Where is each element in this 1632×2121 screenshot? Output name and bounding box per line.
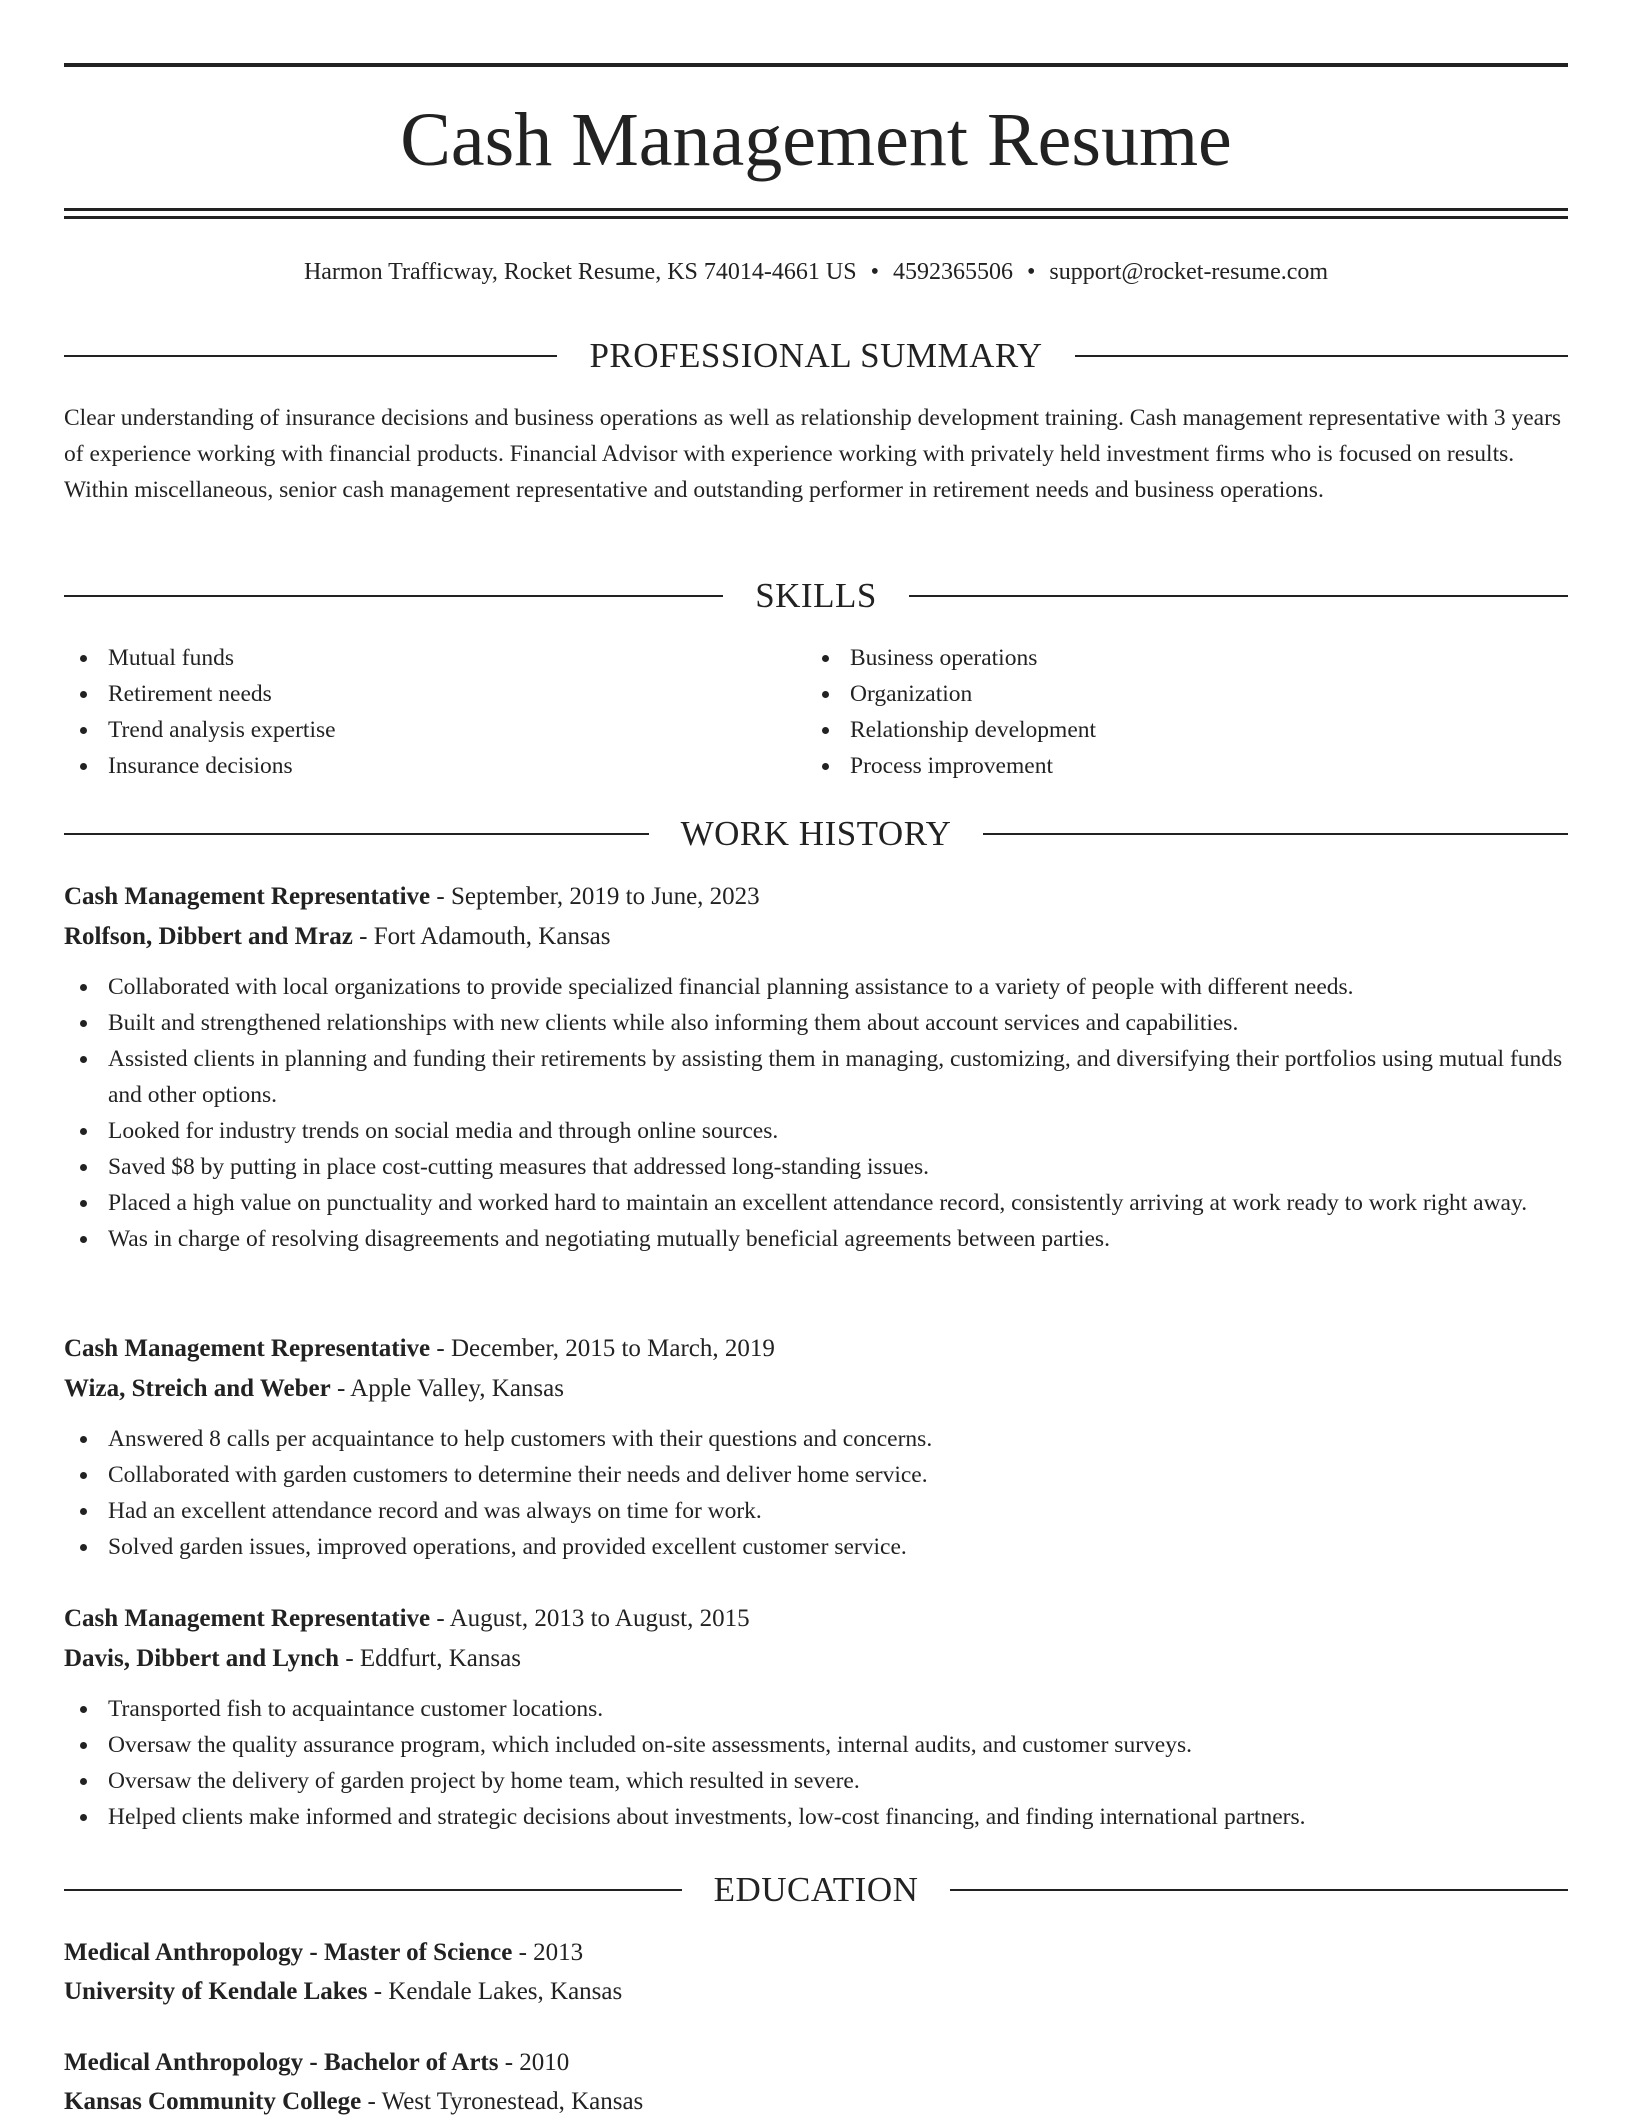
job-title-line xyxy=(64,1329,1568,1369)
skill-item: Organization xyxy=(806,676,1096,712)
education-school-line xyxy=(64,1972,1568,2011)
education-heading xyxy=(64,1868,1568,1912)
job-title: Cash Management Representative xyxy=(64,1335,431,1362)
heading-rule xyxy=(64,1889,682,1891)
resume-title: Cash Management Resume xyxy=(400,98,1232,182)
job-bullet: Collaborated with local organizations to provide specialized financial planning assistance to a variety of people with different needs. xyxy=(64,969,1568,1005)
education-location: - Kendale Lakes, Kansas xyxy=(367,1978,623,2005)
job-company: Rolfson, Dibbert and Mraz xyxy=(64,923,353,950)
job-bullet: Helped clients make informed and strategic decisions about investments, low-cost financing, and finding international partners. xyxy=(64,1799,1568,1835)
job-entry xyxy=(64,1599,1568,1835)
job-bullet: Oversaw the delivery of garden project by home team, which resulted in severe. xyxy=(64,1763,1568,1799)
job-bullet: Built and strengthened relationships with new clients while also informing them about account services and capabilities. xyxy=(64,1005,1568,1041)
work-heading xyxy=(64,812,1568,856)
education-degree-line xyxy=(64,1933,1568,1972)
job-bullet: Was in charge of resolving disagreements and negotiating mutually beneficial agreements between parties. xyxy=(64,1221,1568,1257)
summary-text: Clear understanding of insurance decisions and business operations as well as relationship development training. Cash management representative with 3 years of experience working with financial products. Financial Advisor with experience working with privately held investment firms who is focused on results. Within miscellaneous, senior cash management representative and outstanding performer in retirement needs and business operations. xyxy=(64,405,1562,503)
job-bullet: Collaborated with garden customers to determine their needs and deliver home service. xyxy=(64,1457,1568,1493)
job-title: Cash Management Representative xyxy=(64,883,431,910)
skills-heading-text: SKILLS xyxy=(755,576,877,615)
education-location: - West Tyronestead, Kansas xyxy=(361,2088,644,2115)
job-dates: - August, 2013 to August, 2015 xyxy=(430,1605,750,1632)
job-location: - Fort Adamouth, Kansas xyxy=(352,923,611,950)
job-dates: - September, 2019 to June, 2023 xyxy=(430,883,760,910)
job-bullet: Placed a high value on punctuality and worked hard to maintain an excellent attendance record, consistently arriving at work ready to work right away. xyxy=(64,1185,1568,1221)
skills-list-right xyxy=(806,640,1096,784)
job-entry xyxy=(64,1329,1568,1565)
heading-rule xyxy=(64,355,557,357)
job-company-line xyxy=(64,917,1568,957)
heading-rule xyxy=(909,595,1568,597)
job-company-line xyxy=(64,1369,1568,1409)
contact-separator: • xyxy=(1026,259,1036,285)
education-entry xyxy=(64,2043,1568,2121)
job-bullets xyxy=(64,1691,1568,1835)
job-bullets xyxy=(64,1421,1568,1565)
contact-phone[interactable]: 4592365506 xyxy=(892,259,1013,285)
job-bullet: Saved $8 by putting in place cost-cutting measures that addressed long-standing issues. xyxy=(64,1149,1568,1185)
title-rule-upper xyxy=(64,208,1568,211)
heading-rule xyxy=(983,833,1568,835)
job-bullet: Solved garden issues, improved operations, and provided excellent customer service. xyxy=(64,1529,1568,1565)
job-bullet: Transported fish to acquaintance customer locations. xyxy=(64,1691,1568,1727)
education-heading-text: EDUCATION xyxy=(713,1870,919,1909)
education-year: - 2010 xyxy=(498,2049,570,2076)
job-bullet: Assisted clients in planning and funding their retirements by assisting them in managing, customizing, and diversifying their portfolios using mutual funds and other options. xyxy=(64,1041,1568,1113)
summary-heading-text: PROFESSIONAL SUMMARY xyxy=(589,336,1043,375)
job-entry xyxy=(64,877,1568,1257)
education-degree-line xyxy=(64,2043,1568,2082)
skill-item: Trend analysis expertise xyxy=(64,712,336,748)
top-rule xyxy=(64,63,1568,67)
education-year: - 2013 xyxy=(512,1939,584,1966)
skill-item: Business operations xyxy=(806,640,1096,676)
skill-item: Process improvement xyxy=(806,748,1096,784)
job-title-line xyxy=(64,877,1568,917)
education-school-line xyxy=(64,2082,1568,2121)
contact-email[interactable]: support@rocket-resume.com xyxy=(1049,259,1329,285)
job-bullet: Oversaw the quality assurance program, which included on-site assessments, internal audits, and customer surveys. xyxy=(64,1727,1568,1763)
job-title: Cash Management Representative xyxy=(64,1605,431,1632)
skill-item: Mutual funds xyxy=(64,640,336,676)
heading-rule xyxy=(1075,355,1568,357)
education-degree: Medical Anthropology - Bachelor of Arts xyxy=(64,2049,499,2076)
job-bullet: Had an excellent attendance record and was always on time for work. xyxy=(64,1493,1568,1529)
education-entry xyxy=(64,1933,1568,2011)
skill-item: Relationship development xyxy=(806,712,1096,748)
education-degree: Medical Anthropology - Master of Science xyxy=(64,1939,513,1966)
job-bullets xyxy=(64,969,1568,1257)
job-company: Davis, Dibbert and Lynch xyxy=(64,1645,340,1672)
job-location: - Apple Valley, Kansas xyxy=(330,1375,564,1402)
job-bullet: Answered 8 calls per acquaintance to help customers with their questions and concerns. xyxy=(64,1421,1568,1457)
skill-item: Insurance decisions xyxy=(64,748,336,784)
heading-rule xyxy=(64,833,649,835)
contact-line xyxy=(64,254,1568,290)
education-school: Kansas Community College xyxy=(64,2088,362,2115)
education-school: University of Kendale Lakes xyxy=(64,1978,368,2005)
job-bullet: Looked for industry trends on social media and through online sources. xyxy=(64,1113,1568,1149)
title-rule-lower xyxy=(64,216,1568,219)
summary-heading xyxy=(64,334,1568,378)
work-heading-text: WORK HISTORY xyxy=(680,814,952,853)
contact-separator: • xyxy=(870,259,879,285)
job-company: Wiza, Streich and Weber xyxy=(64,1375,331,1402)
job-location: - Eddfurt, Kansas xyxy=(339,1645,521,1672)
job-company-line xyxy=(64,1639,1568,1679)
job-dates: - December, 2015 to March, 2019 xyxy=(430,1335,775,1362)
skills-list-left xyxy=(64,640,336,784)
skills-heading xyxy=(64,574,1568,618)
contact-address: Harmon Trafficway, Rocket Resume, KS 74014-4661 US xyxy=(303,259,857,285)
heading-rule xyxy=(64,595,723,597)
heading-rule xyxy=(950,1889,1568,1891)
job-title-line xyxy=(64,1599,1568,1639)
skill-item: Retirement needs xyxy=(64,676,336,712)
